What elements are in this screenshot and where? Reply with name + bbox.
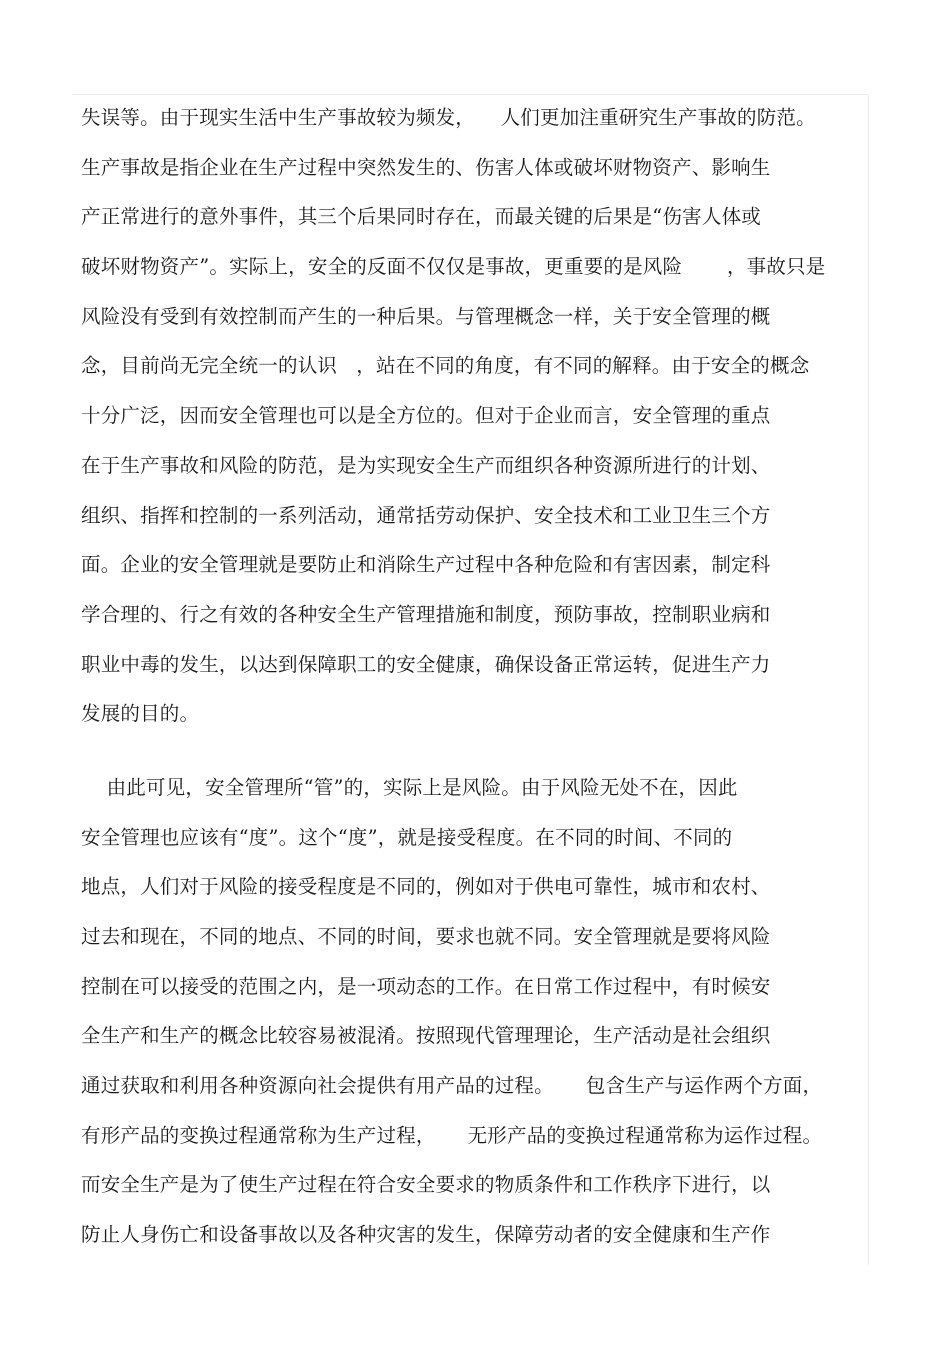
text-line: 风险没有受到有效控制而产生的一种后果。与管理概念一样，关于安全管理的概: [81, 304, 771, 328]
text-line: 地点，人们对于风险的接受程度是不同的，例如对于供电可靠性，城市和农村、: [81, 875, 771, 899]
text-line: 念，目前尚无完全统一的认识 ，站在不同的角度，有不同的解释。由于安全的概念: [81, 354, 810, 378]
text-line: 产正常进行的意外事件，其三个后果同时存在，而最关键的后果是“伤害人体或: [81, 205, 761, 229]
text-line: 安全管理也应该有“度”。这个“度”，就是接受程度。在不同的时间、不同的: [81, 825, 733, 849]
text-line: 通过获取和利用各种资源向社会提供有用产品的过程。 包含生产与运作两个方面，: [81, 1074, 823, 1098]
text-line: 控制在可以接受的范围之内，是一项动态的工作。在日常工作过程中，有时候安: [81, 974, 771, 998]
text-line: 破坏财物资产”。实际上，安全的反面不仅仅是事故，更重要的是风险 ，事故只是: [81, 255, 826, 279]
text-line: 而安全生产是为了使生产过程在符合安全要求的物质条件和工作秩序下进行，以: [81, 1173, 771, 1197]
text-line: 学合理的、行之有效的各种安全生产管理措施和制度，预防事故，控制职业病和: [81, 602, 771, 626]
text-line: 生产事故是指企业在生产过程中突然发生的、伤害人体或破坏财物资产、影响生: [81, 155, 771, 179]
document-body: [81, 100, 881, 1267]
paragraph-gap: [81, 746, 881, 770]
text-line: 过去和现在，不同的地点、不同的时间，要求也就不同。安全管理就是要将风险: [81, 925, 771, 948]
text-line: 防止人身伤亡和设备事故以及各种灾害的发生，保障劳动者的安全健康和生产作: [81, 1223, 771, 1247]
text-line: 面。企业的安全管理就是要防止和消除生产过程中各种危险和有害因素，制定科: [81, 553, 771, 577]
text-line: 有形产品的变换过程通常称为生产过程， 无形产品的变换过程通常称为运作过程。: [81, 1123, 823, 1147]
text-line: 失误等。由于现实生活中生产事故较为频发， 人们更加注重研究生产事故的防范。: [81, 106, 816, 129]
text-line: 职业中毒的发生，以达到保障职工的安全健康，确保设备正常运转，促进生产力: [81, 652, 771, 676]
paragraph-2: [81, 770, 881, 1267]
text-line: 发展的目的。: [81, 702, 200, 726]
text-line: 组织、指挥和控制的一系列活动，通常括劳动保护、安全技术和工业卫生三个方: [81, 503, 771, 527]
paragraph-1: [81, 100, 881, 746]
text-line: 在于生产事故和风险的防范，是为实现安全生产而组织各种资源所进行的计划、: [81, 453, 771, 477]
text-line: 十分广泛，因而安全管理也可以是全方位的。但对于企业而言，安全管理的重点: [81, 404, 771, 428]
text-line: 全生产和生产的概念比较容易被混淆。按照现代管理理论，生产活动是社会组织: [81, 1024, 771, 1048]
text-line: 由此可见，安全管理所“管”的，实际上是风险。由于风险无处不在，因此: [81, 775, 738, 799]
